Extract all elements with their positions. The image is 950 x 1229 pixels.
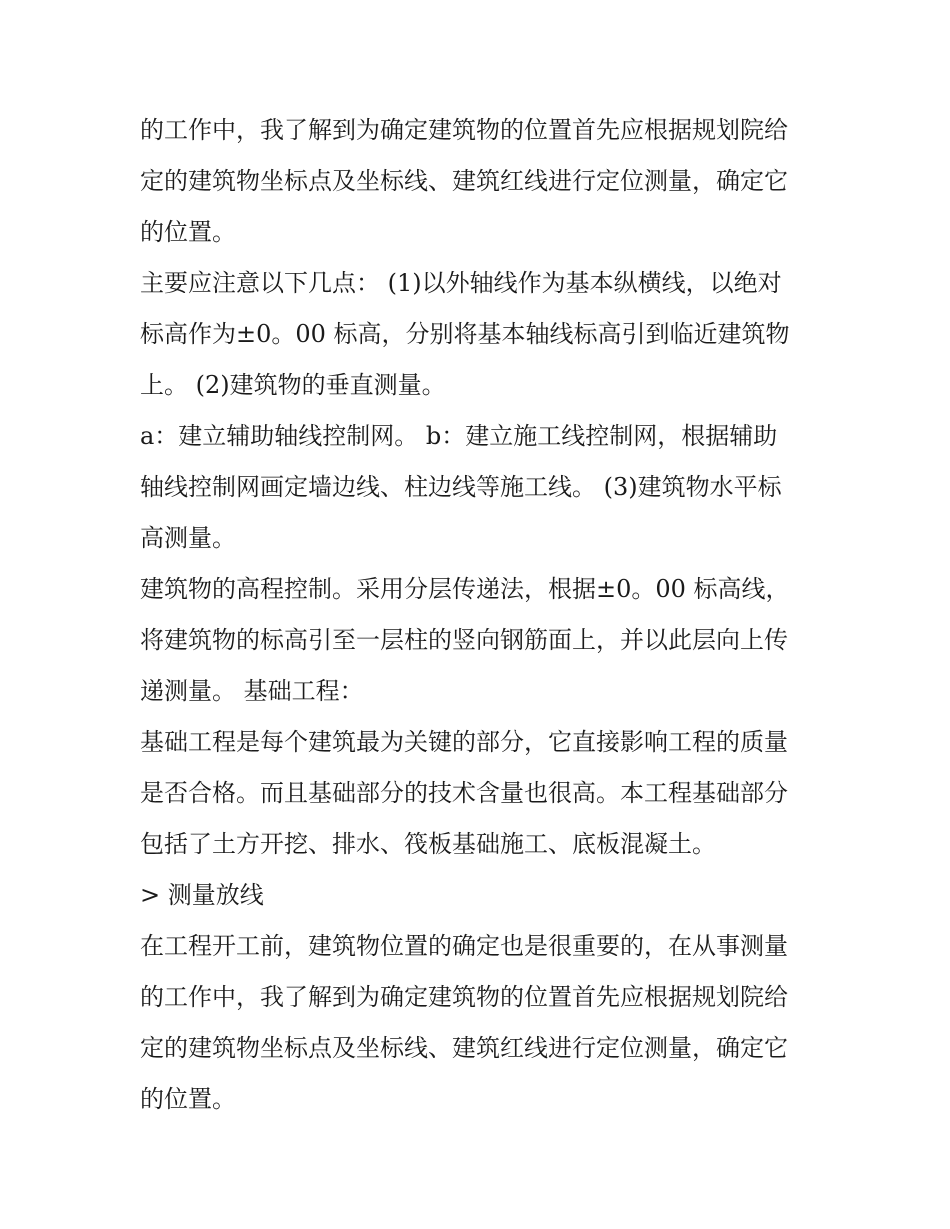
text-line: 将建筑物的标高引至一层柱的竖向钢筋面上，并以此层向上传 xyxy=(140,626,788,654)
text-line: 的工作中，我了解到为确定建筑物的位置首先应根据规划院给 xyxy=(140,116,788,144)
text-line: 的位置。 xyxy=(140,218,236,246)
heading-line: > 测量放线 xyxy=(140,881,264,909)
text-line: 定的建筑物坐标点及坐标线、建筑红线进行定位测量，确定它 xyxy=(140,1034,788,1062)
text-line: 轴线控制网画定墙边线、柱边线等施工线。 (3)建筑物水平标 xyxy=(140,473,782,501)
text-line: 建筑物的高程控制。采用分层传递法，根据±0。00 标高线， xyxy=(140,575,790,603)
document-page xyxy=(140,105,812,1125)
paragraph-elevation-control xyxy=(140,564,812,717)
paragraph-pre-construction xyxy=(140,921,812,1125)
text-line: 在工程开工前，建筑物位置的确定也是很重要的，在从事测量 xyxy=(140,932,788,960)
paragraph-key-points xyxy=(140,258,812,411)
section-heading-survey-setout xyxy=(140,870,812,921)
text-line: 高测量。 xyxy=(140,524,236,552)
paragraph-site-positioning xyxy=(140,105,812,258)
paragraph-control-network xyxy=(140,411,812,564)
text-line: 的工作中，我了解到为确定建筑物的位置首先应根据规划院给 xyxy=(140,983,788,1011)
text-line: 递测量。 基础工程： xyxy=(140,677,364,705)
text-line: 定的建筑物坐标点及坐标线、建筑红线进行定位测量，确定它 xyxy=(140,167,788,195)
text-line: a：建立辅助轴线控制网。 b：建立施工线控制网，根据辅助 xyxy=(140,422,778,450)
text-line: 基础工程是每个建筑最为关键的部分，它直接影响工程的质量 xyxy=(140,728,788,756)
text-line: 的位置。 xyxy=(140,1085,236,1113)
text-line: 标高作为±0。00 标高，分别将基本轴线标高引到临近建筑物 xyxy=(140,320,790,348)
text-line: 是否合格。而且基础部分的技术含量也很高。本工程基础部分 xyxy=(140,779,788,807)
text-line: 包括了土方开挖、排水、筏板基础施工、底板混凝土。 xyxy=(140,830,716,858)
paragraph-foundation-work xyxy=(140,717,812,870)
text-line: 主要应注意以下几点： (1)以外轴线作为基本纵横线，以绝对 xyxy=(140,269,782,297)
text-line: 上。 (2)建筑物的垂直测量。 xyxy=(140,371,446,399)
